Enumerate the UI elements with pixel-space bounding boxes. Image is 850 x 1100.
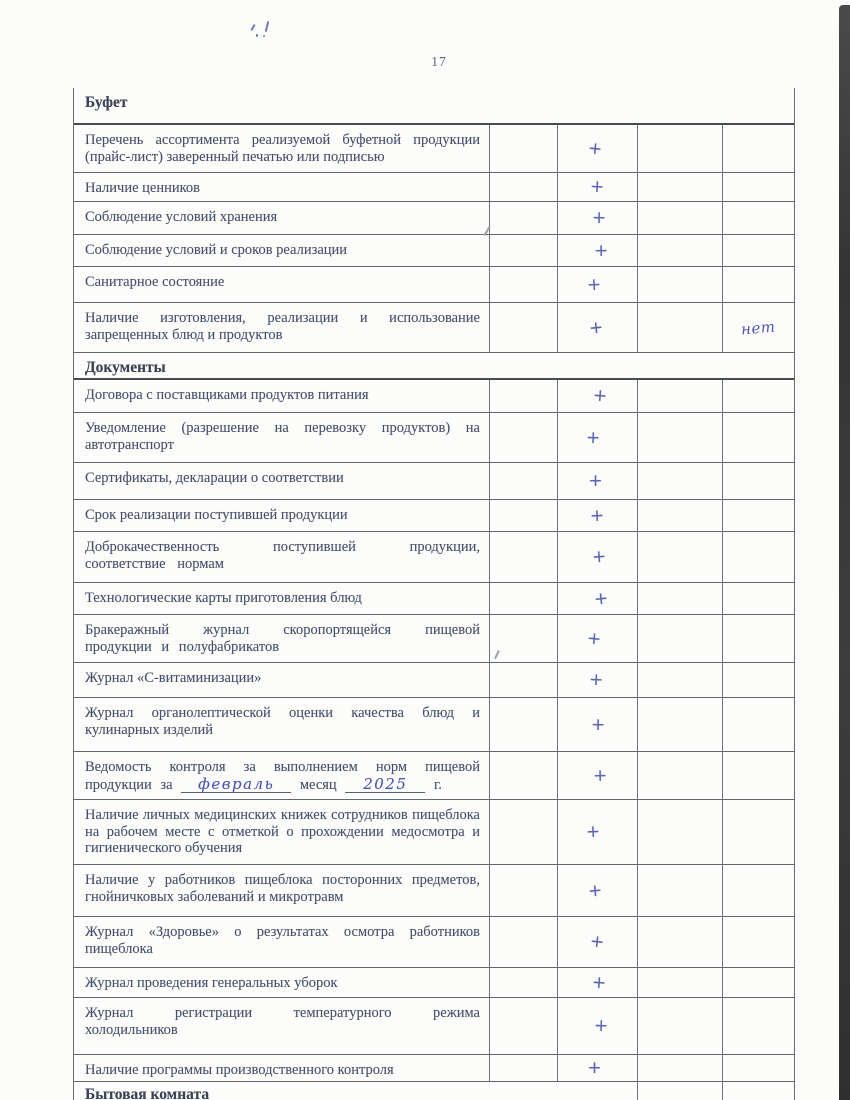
- row-label: Срок реализации поступившей продукции: [85, 507, 348, 523]
- check-cell: [722, 463, 794, 499]
- check-cell: [637, 173, 722, 201]
- check-mark: +: [588, 669, 605, 691]
- check-cell: [637, 303, 722, 352]
- check-cell: [557, 998, 637, 1054]
- check-cell: [557, 125, 637, 172]
- table-row: [74, 583, 794, 615]
- section-row: [74, 1082, 794, 1100]
- check-mark: +: [586, 627, 603, 650]
- check-cell: [637, 500, 722, 531]
- check-mark: +: [587, 137, 604, 160]
- section-label: Бытовая комната: [85, 1086, 210, 1100]
- check-cell: [489, 698, 557, 751]
- check-cell: [489, 583, 557, 614]
- check-cell: [557, 663, 637, 697]
- row-label: Журнал «Здоровье» о результатах осмотра работников пищеблока: [85, 924, 480, 957]
- check-mark: +: [591, 546, 608, 568]
- check-cell: [557, 752, 637, 799]
- check-cell: [637, 380, 722, 412]
- check-cell: [722, 800, 794, 864]
- ink-speck: [265, 21, 270, 32]
- handwritten-month: февраль: [181, 776, 291, 794]
- section-row: [74, 88, 794, 125]
- check-cell: [637, 463, 722, 499]
- row-label: Уведомление (разрешение на перевозку продуктов) на автотранспорт: [85, 420, 480, 453]
- check-cell: [637, 663, 722, 697]
- check-cell: [557, 532, 637, 582]
- handwritten-note: нет: [740, 317, 777, 338]
- table-row: [74, 202, 794, 235]
- table-row: [74, 968, 794, 998]
- check-cell: [637, 865, 722, 916]
- check-cell: [557, 202, 637, 234]
- check-cell: [557, 235, 637, 266]
- check-cell: [637, 998, 722, 1054]
- check-cell: [722, 752, 794, 799]
- check-cell: [489, 202, 557, 234]
- table-row: [74, 1055, 794, 1082]
- section-label: Буфет: [85, 94, 128, 111]
- section-row: [74, 353, 794, 380]
- check-mark: +: [590, 505, 605, 526]
- row-label: Договора с поставщиками продуктов питания: [85, 387, 369, 403]
- check-cell: [722, 202, 794, 234]
- row-label: Наличие программы производственного контроля: [85, 1062, 394, 1078]
- page-number: 17: [431, 54, 447, 69]
- table-row: [74, 917, 794, 968]
- table-row: [74, 413, 794, 463]
- check-mark: +: [593, 587, 610, 610]
- row-label: Наличие у работников пищеблока посторонних предметов, гнойничковых заболеваний и микротравм: [85, 872, 480, 905]
- check-cell: [557, 1055, 637, 1081]
- row-label: Журнал органолептической оценки качества блюд и кулинарных изделий: [85, 705, 480, 738]
- check-cell: [637, 698, 722, 751]
- label-middle: месяц: [299, 776, 337, 793]
- check-cell: [722, 380, 794, 412]
- check-cell: [489, 800, 557, 864]
- check-cell: [489, 532, 557, 582]
- check-cell: [722, 1082, 794, 1100]
- table-row: [74, 267, 794, 303]
- check-cell: [557, 615, 637, 662]
- check-cell: [637, 532, 722, 582]
- check-cell: [489, 865, 557, 916]
- check-cell: [722, 865, 794, 916]
- check-cell: [722, 583, 794, 614]
- check-mark: +: [591, 972, 608, 993]
- table-row: [74, 463, 794, 500]
- table-row: [74, 698, 794, 752]
- check-cell: [557, 865, 637, 916]
- check-mark: +: [594, 1015, 609, 1037]
- ink-speck: [256, 34, 258, 37]
- table-row: [74, 235, 794, 267]
- row-label: Сертификаты, декларации о соответствии: [85, 470, 344, 486]
- table-row: [74, 303, 794, 353]
- check-cell: [557, 303, 637, 352]
- check-cell: [722, 267, 794, 302]
- check-cell: [637, 917, 722, 967]
- row-label: Наличие ценников: [85, 180, 201, 196]
- row-label: Бракеражный журнал скоропортящейся пищевой продукции и полуфабрикатов: [85, 622, 480, 655]
- check-mark: +: [594, 240, 609, 261]
- handwritten-year: 2025: [345, 776, 425, 794]
- check-cell: [489, 615, 557, 662]
- check-cell: [489, 663, 557, 697]
- check-cell: [722, 663, 794, 697]
- check-cell: [637, 1082, 722, 1100]
- check-cell: [557, 698, 637, 751]
- table-row: [74, 865, 794, 917]
- check-cell: [722, 1055, 794, 1081]
- check-cell: [637, 615, 722, 662]
- check-mark: +: [592, 385, 609, 407]
- table-row: [74, 532, 794, 583]
- row-label: Журнал проведения генеральных уборок: [85, 975, 338, 991]
- check-cell: [637, 968, 722, 997]
- check-cell: [557, 413, 637, 462]
- check-cell: [637, 235, 722, 266]
- check-mark: +: [587, 879, 604, 902]
- table-row: [74, 752, 794, 800]
- check-cell: [637, 125, 722, 172]
- check-cell: [489, 413, 557, 462]
- check-mark: +: [592, 207, 607, 229]
- ink-speck: [263, 35, 265, 37]
- check-cell: [722, 917, 794, 967]
- check-cell: [489, 500, 557, 531]
- check-mark: +: [589, 931, 606, 953]
- table-row: [74, 663, 794, 698]
- row-label: Наличие личных медицинских книжек сотрудников пищеблока на рабочем месте с отметкой о прохождении медосмотра и гигиенического обучения: [85, 807, 480, 856]
- label-suffix: г.: [433, 776, 442, 793]
- check-cell: [489, 380, 557, 412]
- check-cell: [557, 380, 637, 412]
- check-cell: [557, 463, 637, 499]
- check-cell: [489, 463, 557, 499]
- check-mark: +: [589, 176, 606, 198]
- table-row: [74, 800, 794, 865]
- check-cell: [722, 968, 794, 997]
- check-cell: [722, 173, 794, 201]
- check-cell: [557, 267, 637, 302]
- checklist-table: [73, 88, 795, 1100]
- label-prefix: Ведомость контроля за выполнением норм пищевой продукции за: [85, 759, 480, 793]
- table-row: [74, 500, 794, 532]
- check-mark: +: [588, 316, 605, 339]
- check-cell: [722, 500, 794, 531]
- row-label: Журнал «С-витаминизации»: [85, 670, 262, 686]
- check-cell: [637, 413, 722, 462]
- check-cell: [557, 500, 637, 531]
- check-cell: [557, 800, 637, 864]
- check-cell: [489, 968, 557, 997]
- check-cell: [489, 303, 557, 352]
- check-cell: [489, 998, 557, 1054]
- check-mark: +: [587, 1058, 602, 1078]
- check-cell: [722, 532, 794, 582]
- row-label: Наличие изготовления, реализации и использование запрещенных блюд и продуктов: [85, 310, 480, 343]
- check-mark: +: [586, 427, 601, 448]
- check-mark: +: [593, 765, 608, 786]
- check-cell: [637, 800, 722, 864]
- check-cell: [637, 752, 722, 799]
- row-label: Перечень ассортимента реализуемой буфетной продукции (прайс-лист) заверенный печатью или подписью: [85, 132, 480, 165]
- check-cell: [722, 303, 794, 352]
- table-row: [74, 615, 794, 663]
- check-cell: [722, 235, 794, 266]
- row-label: Доброкачественность поступившей продукции, соответствие нормам: [85, 539, 480, 572]
- check-cell: [722, 998, 794, 1054]
- row-label: Технологические карты приготовления блюд: [85, 590, 362, 606]
- check-mark: +: [591, 714, 606, 735]
- check-cell: [637, 202, 722, 234]
- table-row: [74, 125, 794, 173]
- check-cell: [489, 917, 557, 967]
- check-cell: [489, 752, 557, 799]
- check-cell: [489, 125, 557, 172]
- check-cell: [489, 235, 557, 266]
- check-cell: [722, 125, 794, 172]
- table-row: [74, 173, 794, 202]
- check-cell: [557, 968, 637, 997]
- check-mark: +: [588, 471, 603, 491]
- check-cell: [557, 173, 637, 201]
- row-label: Журнал регистрации температурного режима холодильников: [85, 1005, 480, 1038]
- check-cell: [722, 615, 794, 662]
- check-cell: [557, 583, 637, 614]
- section-label: Документы: [85, 359, 166, 376]
- table-row: [74, 380, 794, 413]
- check-mark: +: [586, 274, 603, 295]
- row-label: Санитарное состояние: [85, 274, 225, 290]
- check-cell: [722, 698, 794, 751]
- check-cell: [557, 917, 637, 967]
- check-cell: [489, 267, 557, 302]
- check-cell: [637, 583, 722, 614]
- check-cell: [637, 1055, 722, 1081]
- ink-speck: [250, 24, 255, 31]
- check-cell: [722, 413, 794, 462]
- check-cell: [637, 267, 722, 302]
- scan-edge-band: [839, 5, 850, 1100]
- row-label: Соблюдение условий и сроков реализации: [85, 242, 348, 258]
- check-cell: [489, 1055, 557, 1081]
- row-label: [74, 752, 489, 799]
- check-mark: +: [585, 821, 602, 843]
- table-row: [74, 998, 794, 1055]
- check-cell: [489, 173, 557, 201]
- row-label: Соблюдение условий хранения: [85, 209, 278, 225]
